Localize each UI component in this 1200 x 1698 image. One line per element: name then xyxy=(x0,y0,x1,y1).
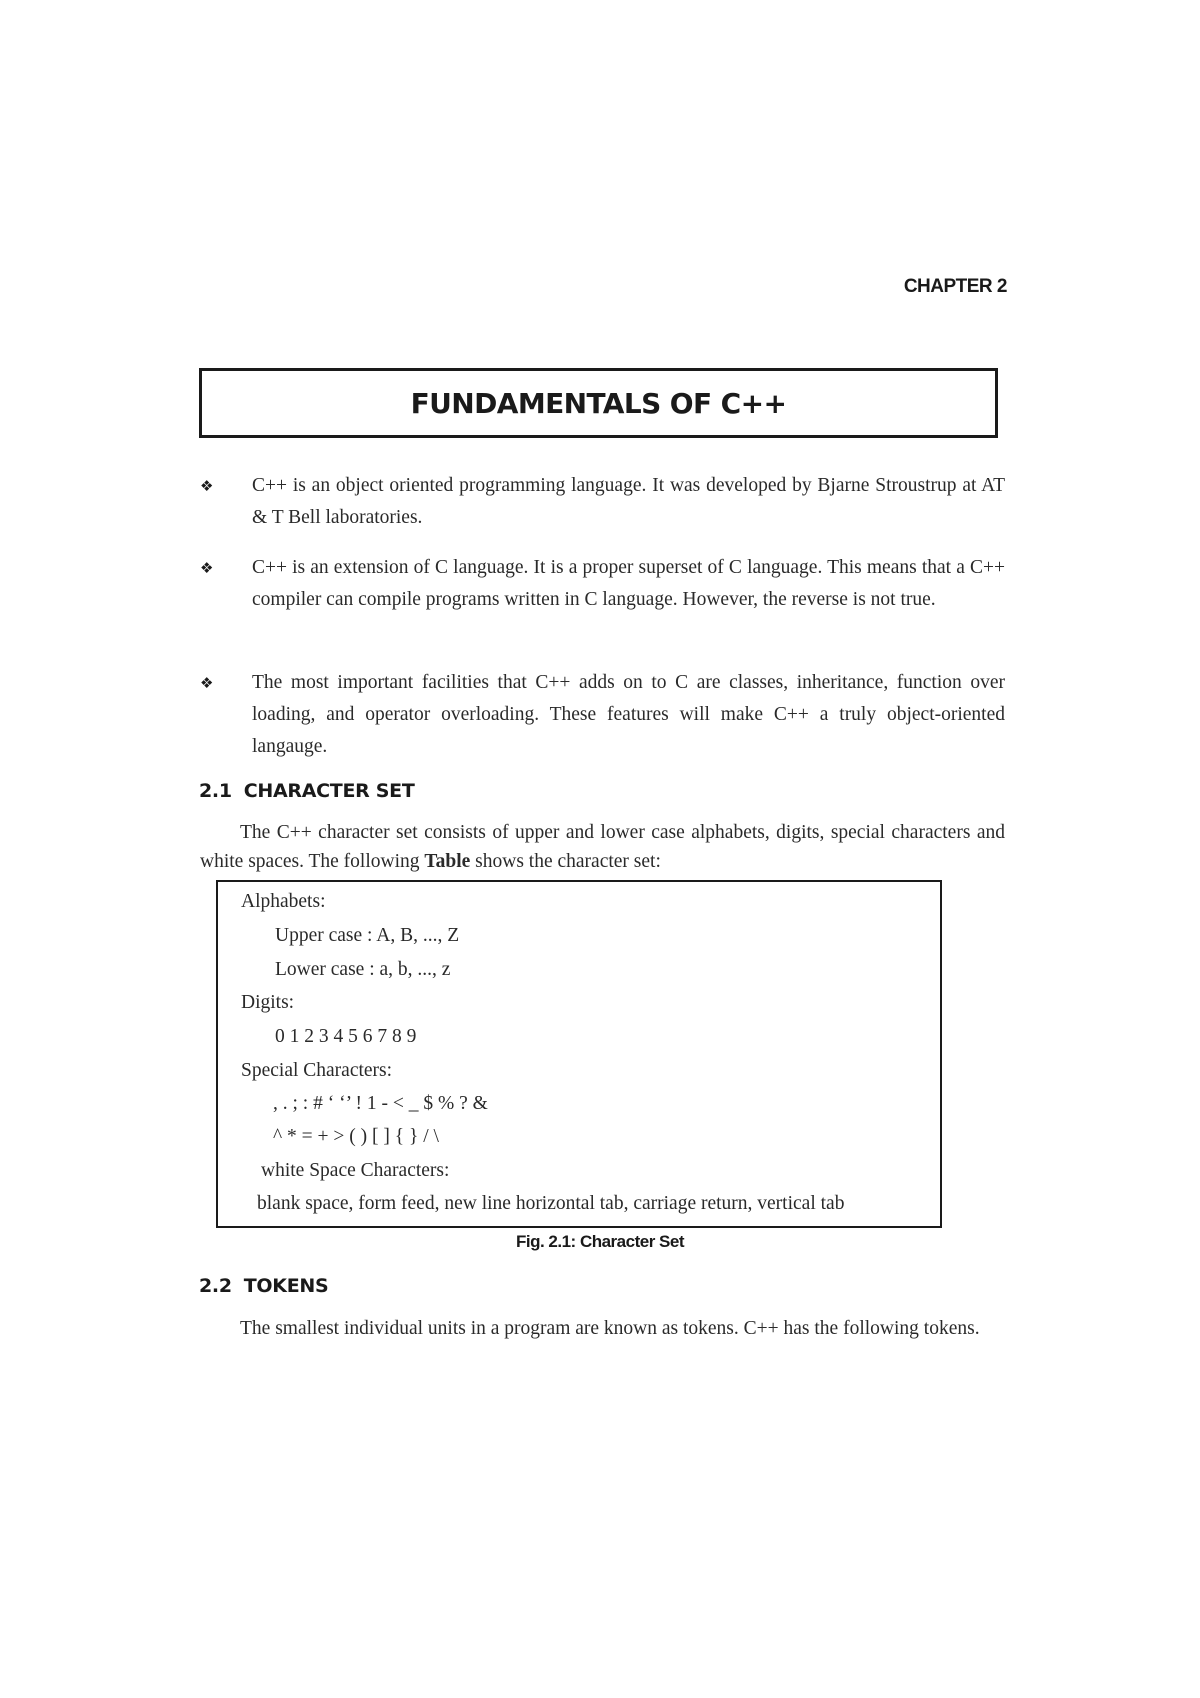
character-set-paragraph xyxy=(200,818,1005,876)
bullet-item xyxy=(200,470,1005,534)
four-diamond-bullet-icon: ❖ xyxy=(200,559,214,577)
bullet-text: The most important facilities that C++ adds on to C are classes, inheritance, function over loading, and operator overloading. These features will make C++ a truly object-oriented langauge. xyxy=(252,672,1005,757)
special-characters-line-2: ^ * = + > ( ) [ ] { } / \ xyxy=(273,1126,439,1147)
chapter-title: FUNDAMENTALS OF C++ xyxy=(410,386,787,420)
digits-line: 0 1 2 3 4 5 6 7 8 9 xyxy=(275,1026,417,1047)
four-diamond-bullet-icon: ❖ xyxy=(200,477,214,495)
white-space-list: blank space, form feed, new line horizontal tab, carriage return, vertical tab xyxy=(257,1193,845,1214)
section-title: TOKENS xyxy=(243,1275,329,1297)
section-number: 2.2 xyxy=(199,1275,232,1297)
figure-caption: Fig. 2.1: Character Set xyxy=(515,1232,684,1251)
special-characters-line-1: , . ; : # ‘ ‘’ ! 1 - < _ $ % ? & xyxy=(273,1093,488,1114)
special-characters-label: Special Characters: xyxy=(241,1060,393,1081)
character-set-table xyxy=(216,880,942,1228)
chapter-label: CHAPTER 2 xyxy=(903,276,1007,297)
bullet-item xyxy=(200,667,1005,763)
four-diamond-bullet-icon: ❖ xyxy=(200,674,214,692)
alphabets-label: Alphabets: xyxy=(241,891,326,912)
paragraph-bold-table: Table xyxy=(424,851,471,872)
chapter-title-box xyxy=(199,368,998,438)
upper-case-line: Upper case : A, B, ..., Z xyxy=(275,925,460,946)
paragraph-text: The C++ character set consists of upper and lower case alphabets, digits, special characters and white spaces. The following xyxy=(200,822,1005,872)
section-heading-tokens xyxy=(199,1275,328,1297)
lower-case-line: Lower case : a, b, ..., z xyxy=(275,959,451,980)
tokens-paragraph: The smallest individual units in a program are known as tokens. C++ has the following tokens. xyxy=(240,1318,980,1339)
paragraph-text: shows the character set: xyxy=(470,851,661,872)
bullet-text: C++ is an object oriented programming language. It was developed by Bjarne Stroustrup at AT & T Bell laboratories. xyxy=(252,475,1005,528)
section-title: CHARACTER SET xyxy=(243,780,415,802)
bullet-item xyxy=(200,552,1005,616)
bullet-text: C++ is an extension of C language. It is a proper superset of C language. This means that a C++ compiler can compile programs written in C language. However, the reverse is not true. xyxy=(252,557,1005,610)
section-number: 2.1 xyxy=(199,780,232,802)
white-space-label: white Space Characters: xyxy=(261,1160,450,1181)
section-heading-character-set xyxy=(199,780,415,802)
digits-label: Digits: xyxy=(241,992,295,1013)
